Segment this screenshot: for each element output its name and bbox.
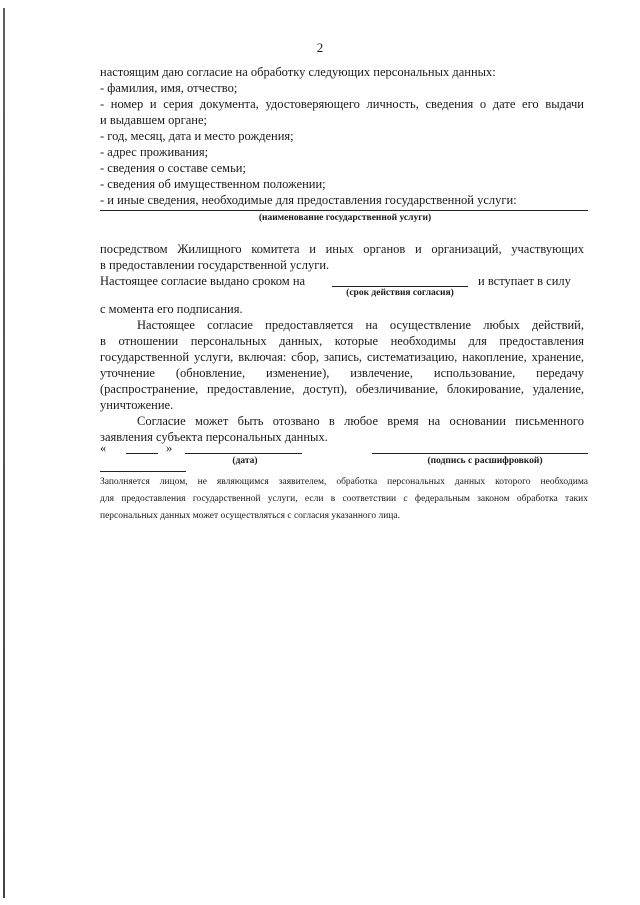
- intro-text: настоящим даю согласие на обработку следующих персональных данных:: [100, 65, 496, 79]
- list-item: и выдавшем органе;: [100, 113, 208, 127]
- term-line: [332, 286, 468, 287]
- date-line: [185, 453, 302, 454]
- date-caption: (дата): [232, 456, 258, 466]
- paragraph-line: уничтожение.: [100, 398, 174, 412]
- list-item: - год, месяц, дата и место рождения;: [100, 129, 294, 143]
- signature-caption: (подпись с расшифровкой): [427, 456, 543, 466]
- term-suffix: и вступает в силу: [478, 274, 571, 288]
- scan-edge-line: [3, 8, 5, 898]
- list-item: - сведения об имущественном положении;: [100, 177, 326, 191]
- footnote-line: Заполняется лицом, не являющимся заявителем, обработка персональных данных которого необходима: [100, 477, 588, 487]
- service-caption: (наименование государственной услуги): [258, 213, 432, 223]
- paragraph-line: заявления субъекта персональных данных.: [100, 430, 328, 444]
- list-item: - номер и серия документа, удостоверяющего личность, сведения о дате его выдачи: [100, 97, 584, 111]
- footnote-line: персональных данных может осуществляться с согласия указанного лица.: [100, 511, 400, 521]
- footnote-line: для предоставления государственной услуги, если в соответствии с федеральным законом обработка таких: [100, 494, 588, 504]
- via-text: в предоставлении государственной услуги.: [100, 258, 330, 272]
- service-name-line: [100, 210, 588, 211]
- paragraph-line: Согласие может быть отозвано в любое время на основании письменного: [137, 414, 584, 428]
- via-text: посредством Жилищного комитета и иных органов и организаций, участвующих: [100, 242, 584, 256]
- day-line: [126, 453, 158, 454]
- quote-open: «: [100, 441, 107, 455]
- term-caption: (срок действия согласия): [346, 288, 454, 298]
- list-item: - и иные сведения, необходимые для предоставления государственной услуги:: [100, 193, 517, 207]
- paragraph-line: (распространение, предоставление, доступ), обезличивание, блокирование, удаление,: [100, 382, 584, 396]
- paragraph-line: уточнение (обновление, изменение), извлечение, использование, передачу: [100, 366, 584, 380]
- footnote-separator: [100, 471, 186, 472]
- term-prefix: Настоящее согласие выдано сроком на: [100, 274, 306, 288]
- list-item: - сведения о составе семьи;: [100, 161, 246, 175]
- quote-close: »: [166, 441, 173, 455]
- signature-line: [372, 453, 588, 454]
- from-signing-text: с момента его подписания.: [100, 302, 243, 316]
- paragraph-line: государственной услуги, включая: сбор, запись, систематизацию, накопление, хранение,: [100, 350, 584, 364]
- paragraph-line: Настоящее согласие предоставляется на осуществление любых действий,: [137, 318, 584, 332]
- paragraph-line: в отношении персональных данных, которые необходимы для предоставления: [100, 334, 584, 348]
- list-item: - фамилия, имя, отчество;: [100, 81, 238, 95]
- page-number: 2: [316, 40, 324, 55]
- list-item: - адрес проживания;: [100, 145, 209, 159]
